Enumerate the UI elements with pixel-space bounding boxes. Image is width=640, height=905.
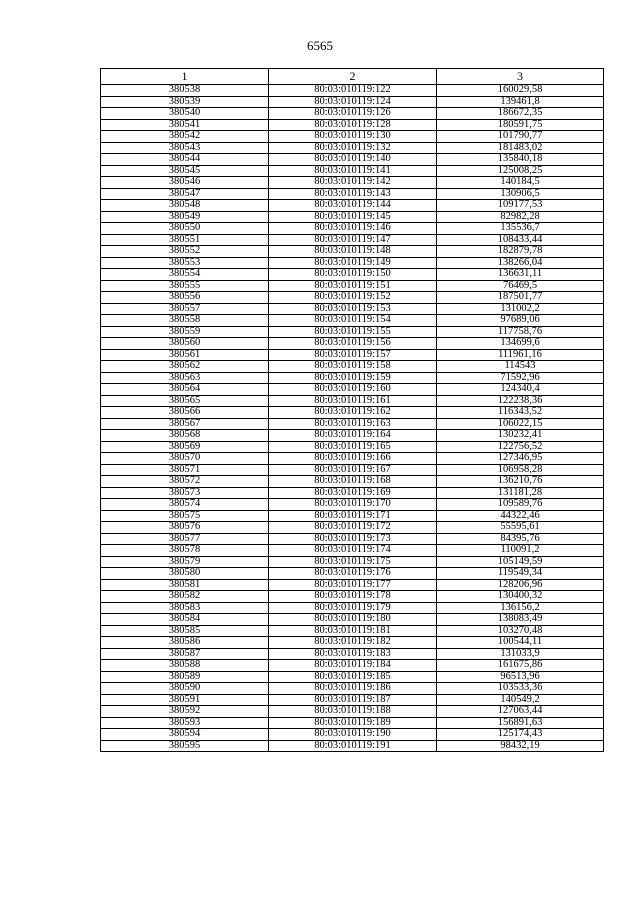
cell-cadastral-number: 80:03:010119:157 bbox=[269, 349, 437, 361]
cell-number: 380566 bbox=[101, 407, 269, 419]
cell-value: 103270,48 bbox=[437, 625, 604, 637]
cell-number: 380552 bbox=[101, 246, 269, 258]
table-row bbox=[101, 257, 604, 269]
table-row bbox=[101, 85, 604, 97]
cell-cadastral-number: 80:03:010119:159 bbox=[269, 372, 437, 384]
table-row bbox=[101, 303, 604, 315]
cell-number: 380559 bbox=[101, 326, 269, 338]
cell-number: 380550 bbox=[101, 223, 269, 235]
cell-number: 380543 bbox=[101, 142, 269, 154]
cell-value: 96513,96 bbox=[437, 671, 604, 683]
cell-cadastral-number: 80:03:010119:166 bbox=[269, 453, 437, 465]
table-row bbox=[101, 510, 604, 522]
cell-value: 136631,11 bbox=[437, 269, 604, 281]
cell-number: 380579 bbox=[101, 556, 269, 568]
cell-cadastral-number: 80:03:010119:187 bbox=[269, 694, 437, 706]
table-row bbox=[101, 453, 604, 465]
cell-number: 380575 bbox=[101, 510, 269, 522]
cell-value: 181483,02 bbox=[437, 142, 604, 154]
cell-cadastral-number: 80:03:010119:162 bbox=[269, 407, 437, 419]
cell-cadastral-number: 80:03:010119:186 bbox=[269, 683, 437, 695]
cell-cadastral-number: 80:03:010119:181 bbox=[269, 625, 437, 637]
cell-value: 131181,28 bbox=[437, 487, 604, 499]
table-row bbox=[101, 223, 604, 235]
cell-number: 380554 bbox=[101, 269, 269, 281]
cell-number: 380549 bbox=[101, 211, 269, 223]
table-row bbox=[101, 108, 604, 120]
cell-value: 160029,58 bbox=[437, 85, 604, 97]
page-number: 6565 bbox=[307, 38, 333, 53]
table-row bbox=[101, 292, 604, 304]
table-row bbox=[101, 671, 604, 683]
cell-value: 138083,49 bbox=[437, 614, 604, 626]
cell-number: 380540 bbox=[101, 108, 269, 120]
cell-number: 380565 bbox=[101, 395, 269, 407]
cell-cadastral-number: 80:03:010119:188 bbox=[269, 706, 437, 718]
table-row bbox=[101, 154, 604, 166]
table-row bbox=[101, 533, 604, 545]
cell-cadastral-number: 80:03:010119:151 bbox=[269, 280, 437, 292]
cell-number: 380574 bbox=[101, 499, 269, 511]
cell-cadastral-number: 80:03:010119:161 bbox=[269, 395, 437, 407]
table-row bbox=[101, 637, 604, 649]
cell-number: 380556 bbox=[101, 292, 269, 304]
cell-cadastral-number: 80:03:010119:177 bbox=[269, 579, 437, 591]
cell-value: 76469,5 bbox=[437, 280, 604, 292]
cell-number: 380580 bbox=[101, 568, 269, 580]
cell-cadastral-number: 80:03:010119:175 bbox=[269, 556, 437, 568]
cell-value: 82982,28 bbox=[437, 211, 604, 223]
cell-cadastral-number: 80:03:010119:184 bbox=[269, 660, 437, 672]
table-row bbox=[101, 177, 604, 189]
table-row bbox=[101, 740, 604, 752]
cell-value: 125008,25 bbox=[437, 165, 604, 177]
cell-value: 100544,11 bbox=[437, 637, 604, 649]
cell-value: 186672,35 bbox=[437, 108, 604, 120]
cell-cadastral-number: 80:03:010119:156 bbox=[269, 338, 437, 350]
table-row bbox=[101, 338, 604, 350]
cell-cadastral-number: 80:03:010119:150 bbox=[269, 269, 437, 281]
cell-cadastral-number: 80:03:010119:147 bbox=[269, 234, 437, 246]
cell-value: 109589,76 bbox=[437, 499, 604, 511]
cell-number: 380553 bbox=[101, 257, 269, 269]
cell-number: 380551 bbox=[101, 234, 269, 246]
cell-cadastral-number: 80:03:010119:167 bbox=[269, 464, 437, 476]
cell-number: 380583 bbox=[101, 602, 269, 614]
cell-value: 131033,9 bbox=[437, 648, 604, 660]
cell-cadastral-number: 80:03:010119:170 bbox=[269, 499, 437, 511]
cell-value: 114543 bbox=[437, 361, 604, 373]
cell-number: 380591 bbox=[101, 694, 269, 706]
table-row bbox=[101, 706, 604, 718]
cell-cadastral-number: 80:03:010119:149 bbox=[269, 257, 437, 269]
table-row bbox=[101, 142, 604, 154]
cell-cadastral-number: 80:03:010119:172 bbox=[269, 522, 437, 534]
cell-value: 71592,96 bbox=[437, 372, 604, 384]
cell-value: 117758,76 bbox=[437, 326, 604, 338]
cell-value: 156891,63 bbox=[437, 717, 604, 729]
cell-value: 131002,2 bbox=[437, 303, 604, 315]
cell-number: 380570 bbox=[101, 453, 269, 465]
cell-number: 380578 bbox=[101, 545, 269, 557]
data-table bbox=[100, 68, 604, 752]
cell-value: 135536,7 bbox=[437, 223, 604, 235]
table-row bbox=[101, 269, 604, 281]
cell-value: 111961,16 bbox=[437, 349, 604, 361]
table-row bbox=[101, 96, 604, 108]
cell-value: 98432,19 bbox=[437, 740, 604, 752]
cell-cadastral-number: 80:03:010119:185 bbox=[269, 671, 437, 683]
cell-number: 380545 bbox=[101, 165, 269, 177]
cell-number: 380562 bbox=[101, 361, 269, 373]
table-row bbox=[101, 522, 604, 534]
cell-cadastral-number: 80:03:010119:128 bbox=[269, 119, 437, 131]
cell-number: 380569 bbox=[101, 441, 269, 453]
cell-cadastral-number: 80:03:010119:142 bbox=[269, 177, 437, 189]
cell-value: 122238,36 bbox=[437, 395, 604, 407]
cell-cadastral-number: 80:03:010119:154 bbox=[269, 315, 437, 327]
table-row bbox=[101, 568, 604, 580]
cell-cadastral-number: 80:03:010119:183 bbox=[269, 648, 437, 660]
cell-value: 116343,52 bbox=[437, 407, 604, 419]
table-row bbox=[101, 579, 604, 591]
cell-cadastral-number: 80:03:010119:165 bbox=[269, 441, 437, 453]
table-row bbox=[101, 694, 604, 706]
table-row bbox=[101, 234, 604, 246]
cell-number: 380544 bbox=[101, 154, 269, 166]
cell-cadastral-number: 80:03:010119:122 bbox=[269, 85, 437, 97]
cell-cadastral-number: 80:03:010119:160 bbox=[269, 384, 437, 396]
table-row bbox=[101, 683, 604, 695]
cell-cadastral-number: 80:03:010119:174 bbox=[269, 545, 437, 557]
cell-number: 380573 bbox=[101, 487, 269, 499]
table-row bbox=[101, 591, 604, 603]
cell-number: 380557 bbox=[101, 303, 269, 315]
cell-value: 134699,6 bbox=[437, 338, 604, 350]
cell-value: 106022,15 bbox=[437, 418, 604, 430]
cell-cadastral-number: 80:03:010119:132 bbox=[269, 142, 437, 154]
table-row bbox=[101, 648, 604, 660]
cell-value: 106958,28 bbox=[437, 464, 604, 476]
cell-cadastral-number: 80:03:010119:124 bbox=[269, 96, 437, 108]
cell-cadastral-number: 80:03:010119:191 bbox=[269, 740, 437, 752]
cell-number: 380572 bbox=[101, 476, 269, 488]
cell-value: 55595,61 bbox=[437, 522, 604, 534]
table-row bbox=[101, 476, 604, 488]
cell-number: 380589 bbox=[101, 671, 269, 683]
cell-number: 380581 bbox=[101, 579, 269, 591]
cell-value: 84395,76 bbox=[437, 533, 604, 545]
table-row bbox=[101, 464, 604, 476]
cell-value: 130232,41 bbox=[437, 430, 604, 442]
table-row bbox=[101, 326, 604, 338]
cell-value: 125174,43 bbox=[437, 729, 604, 741]
cell-value: 130906,5 bbox=[437, 188, 604, 200]
cell-cadastral-number: 80:03:010119:169 bbox=[269, 487, 437, 499]
table-row bbox=[101, 165, 604, 177]
cell-value: 105149,59 bbox=[437, 556, 604, 568]
cell-value: 140184,5 bbox=[437, 177, 604, 189]
cell-value: 135840,18 bbox=[437, 154, 604, 166]
cell-number: 380563 bbox=[101, 372, 269, 384]
cell-number: 380541 bbox=[101, 119, 269, 131]
table-row bbox=[101, 211, 604, 223]
cell-cadastral-number: 80:03:010119:164 bbox=[269, 430, 437, 442]
cell-number: 380547 bbox=[101, 188, 269, 200]
table-body bbox=[101, 85, 604, 752]
cell-cadastral-number: 80:03:010119:178 bbox=[269, 591, 437, 603]
cell-number: 380595 bbox=[101, 740, 269, 752]
cell-number: 380584 bbox=[101, 614, 269, 626]
cell-number: 380548 bbox=[101, 200, 269, 212]
cell-value: 130400,32 bbox=[437, 591, 604, 603]
table-row bbox=[101, 614, 604, 626]
cell-value: 110091,2 bbox=[437, 545, 604, 557]
cell-value: 139461,8 bbox=[437, 96, 604, 108]
cell-cadastral-number: 80:03:010119:180 bbox=[269, 614, 437, 626]
table-row bbox=[101, 315, 604, 327]
cell-cadastral-number: 80:03:010119:152 bbox=[269, 292, 437, 304]
cell-number: 380576 bbox=[101, 522, 269, 534]
cell-number: 380564 bbox=[101, 384, 269, 396]
table-row bbox=[101, 200, 604, 212]
cell-value: 127346,95 bbox=[437, 453, 604, 465]
table-row bbox=[101, 246, 604, 258]
cell-cadastral-number: 80:03:010119:190 bbox=[269, 729, 437, 741]
cell-cadastral-number: 80:03:010119:182 bbox=[269, 637, 437, 649]
cell-cadastral-number: 80:03:010119:179 bbox=[269, 602, 437, 614]
table-row bbox=[101, 717, 604, 729]
cell-cadastral-number: 80:03:010119:130 bbox=[269, 131, 437, 143]
table-row bbox=[101, 625, 604, 637]
table-row bbox=[101, 119, 604, 131]
cell-number: 380585 bbox=[101, 625, 269, 637]
cell-number: 380567 bbox=[101, 418, 269, 430]
cell-value: 128206,96 bbox=[437, 579, 604, 591]
table-row bbox=[101, 384, 604, 396]
cell-value: 136156,2 bbox=[437, 602, 604, 614]
cell-cadastral-number: 80:03:010119:173 bbox=[269, 533, 437, 545]
cell-value: 103533,36 bbox=[437, 683, 604, 695]
table-row bbox=[101, 131, 604, 143]
cell-cadastral-number: 80:03:010119:148 bbox=[269, 246, 437, 258]
cell-value: 136210,76 bbox=[437, 476, 604, 488]
cell-cadastral-number: 80:03:010119:168 bbox=[269, 476, 437, 488]
cell-cadastral-number: 80:03:010119:140 bbox=[269, 154, 437, 166]
cell-value: 127063,44 bbox=[437, 706, 604, 718]
table-row bbox=[101, 418, 604, 430]
cell-value: 122756,52 bbox=[437, 441, 604, 453]
cell-number: 380539 bbox=[101, 96, 269, 108]
cell-number: 380538 bbox=[101, 85, 269, 97]
cell-number: 380555 bbox=[101, 280, 269, 292]
cell-number: 380558 bbox=[101, 315, 269, 327]
cell-value: 138266,04 bbox=[437, 257, 604, 269]
cell-cadastral-number: 80:03:010119:126 bbox=[269, 108, 437, 120]
cell-number: 380588 bbox=[101, 660, 269, 672]
cell-number: 380587 bbox=[101, 648, 269, 660]
table-row bbox=[101, 407, 604, 419]
cell-cadastral-number: 80:03:010119:144 bbox=[269, 200, 437, 212]
table-row bbox=[101, 602, 604, 614]
cell-cadastral-number: 80:03:010119:153 bbox=[269, 303, 437, 315]
cell-number: 380571 bbox=[101, 464, 269, 476]
cell-value: 140549,2 bbox=[437, 694, 604, 706]
table-row bbox=[101, 188, 604, 200]
cell-value: 108433,44 bbox=[437, 234, 604, 246]
table-row bbox=[101, 499, 604, 511]
table-row bbox=[101, 441, 604, 453]
table-row bbox=[101, 556, 604, 568]
cell-value: 44322,46 bbox=[437, 510, 604, 522]
cell-cadastral-number: 80:03:010119:176 bbox=[269, 568, 437, 580]
cell-number: 380560 bbox=[101, 338, 269, 350]
cell-number: 380586 bbox=[101, 637, 269, 649]
cell-value: 101790,77 bbox=[437, 131, 604, 143]
cell-cadastral-number: 80:03:010119:146 bbox=[269, 223, 437, 235]
cell-cadastral-number: 80:03:010119:163 bbox=[269, 418, 437, 430]
cell-cadastral-number: 80:03:010119:141 bbox=[269, 165, 437, 177]
cell-number: 380542 bbox=[101, 131, 269, 143]
table-row bbox=[101, 729, 604, 741]
cell-cadastral-number: 80:03:010119:189 bbox=[269, 717, 437, 729]
cell-number: 380561 bbox=[101, 349, 269, 361]
cell-cadastral-number: 80:03:010119:171 bbox=[269, 510, 437, 522]
column-header-2: 2 bbox=[269, 69, 437, 85]
table-row bbox=[101, 660, 604, 672]
cell-number: 380593 bbox=[101, 717, 269, 729]
table-row bbox=[101, 487, 604, 499]
cell-value: 187501,77 bbox=[437, 292, 604, 304]
table-row bbox=[101, 361, 604, 373]
column-header-1: 1 bbox=[101, 69, 269, 85]
cell-value: 180591,75 bbox=[437, 119, 604, 131]
cell-value: 97689,06 bbox=[437, 315, 604, 327]
cell-value: 119549,34 bbox=[437, 568, 604, 580]
cell-cadastral-number: 80:03:010119:158 bbox=[269, 361, 437, 373]
cell-cadastral-number: 80:03:010119:145 bbox=[269, 211, 437, 223]
cell-number: 380590 bbox=[101, 683, 269, 695]
cell-value: 161675,86 bbox=[437, 660, 604, 672]
header-row bbox=[101, 69, 604, 85]
cell-value: 182879,78 bbox=[437, 246, 604, 258]
column-header-3: 3 bbox=[437, 69, 604, 85]
table-row bbox=[101, 349, 604, 361]
cell-number: 380594 bbox=[101, 729, 269, 741]
table-row bbox=[101, 280, 604, 292]
cell-cadastral-number: 80:03:010119:143 bbox=[269, 188, 437, 200]
cell-number: 380568 bbox=[101, 430, 269, 442]
table-row bbox=[101, 395, 604, 407]
cell-number: 380592 bbox=[101, 706, 269, 718]
table-row bbox=[101, 545, 604, 557]
table-row bbox=[101, 372, 604, 384]
cell-number: 380577 bbox=[101, 533, 269, 545]
cell-value: 124340,4 bbox=[437, 384, 604, 396]
table-row bbox=[101, 430, 604, 442]
cell-number: 380546 bbox=[101, 177, 269, 189]
cell-value: 109177,53 bbox=[437, 200, 604, 212]
cell-number: 380582 bbox=[101, 591, 269, 603]
cell-cadastral-number: 80:03:010119:155 bbox=[269, 326, 437, 338]
